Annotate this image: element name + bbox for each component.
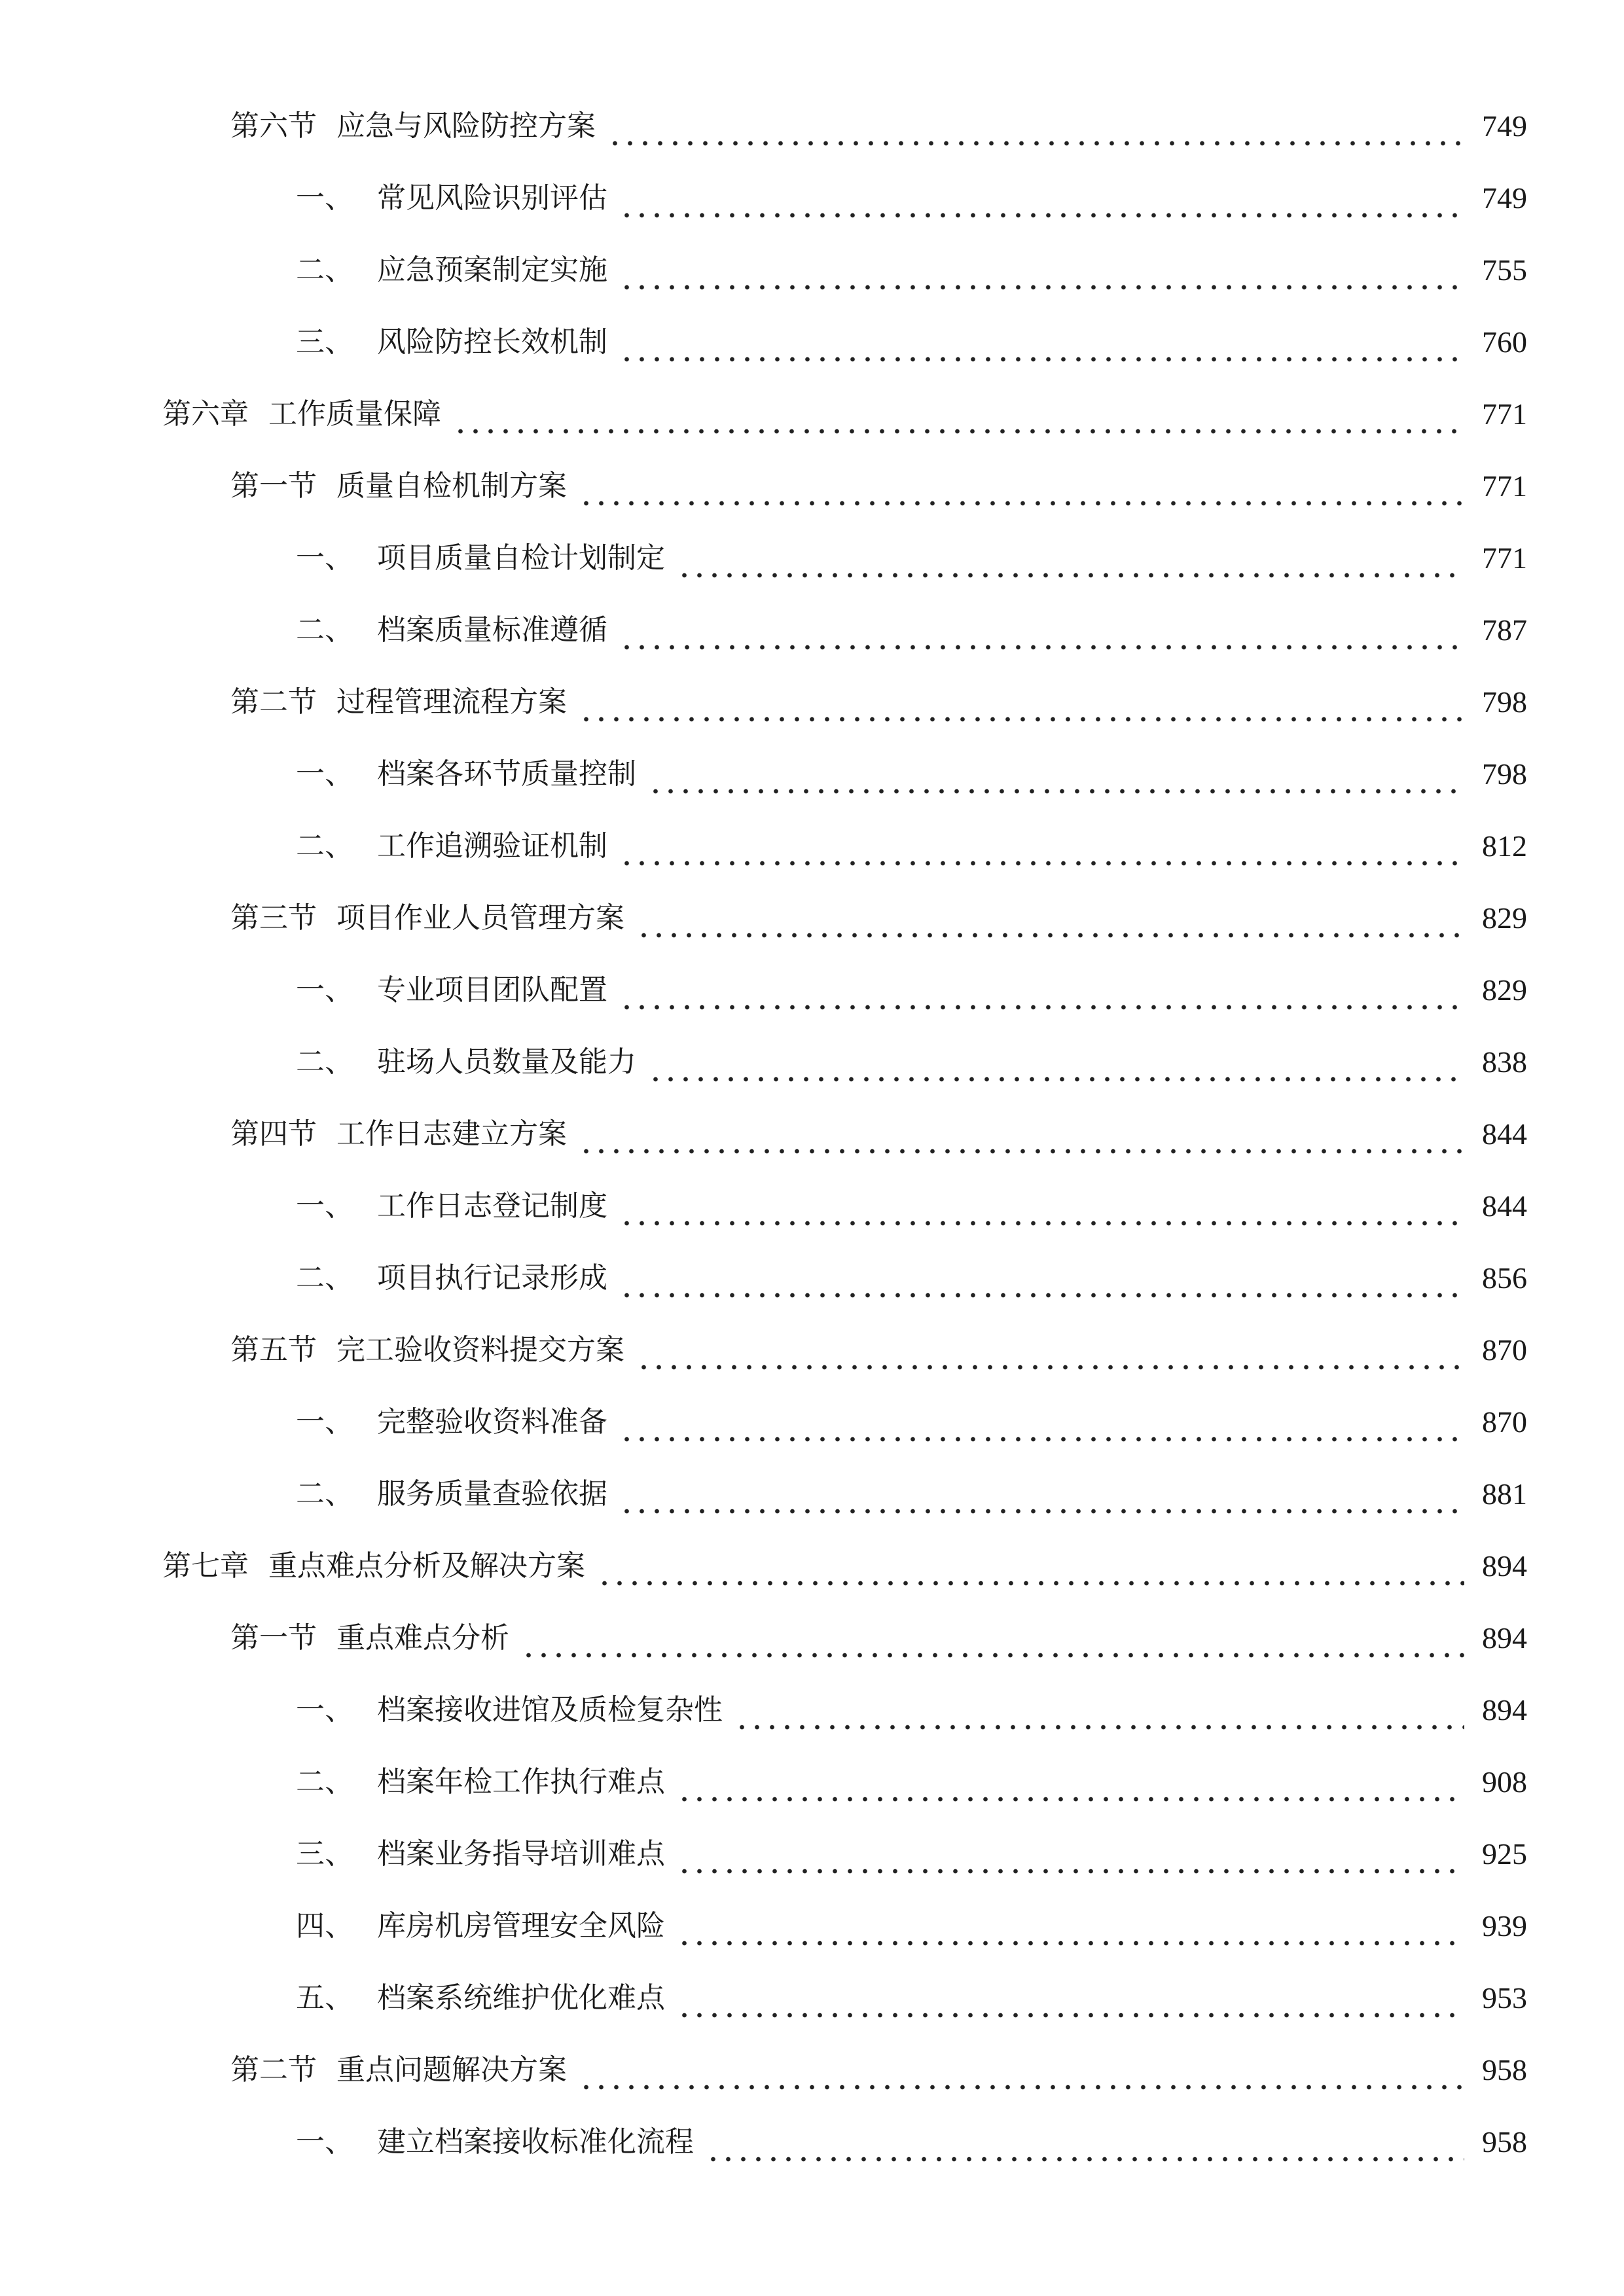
toc-entry-page-number: 958 — [1482, 2125, 1527, 2159]
toc-entry-number: 第二节 — [230, 2053, 317, 2087]
dot-leader — [619, 622, 1464, 651]
toc-entry-page-number: 755 — [1482, 253, 1527, 287]
dot-leader — [453, 406, 1464, 435]
toc-entry-page-number: 925 — [1482, 1837, 1527, 1871]
toc-entry-page-number: 787 — [1482, 613, 1527, 647]
toc-entry-number: 一、 — [296, 2125, 353, 2159]
toc-entry-title: 服务质量查验依据 — [377, 1477, 607, 1511]
dot-leader — [648, 766, 1464, 795]
toc-entry-number: 第七章 — [162, 1549, 249, 1583]
toc-entry[interactable] — [0, 450, 1624, 522]
toc-entry-page-number: 939 — [1482, 1909, 1527, 1943]
toc-entry-title: 档案年检工作执行难点 — [377, 1765, 665, 1799]
dot-leader — [636, 1342, 1464, 1371]
dot-leader — [579, 694, 1464, 723]
toc-entry-number: 一、 — [296, 973, 353, 1007]
toc-entry-number: 一、 — [296, 1405, 353, 1439]
toc-entry-page-number: 844 — [1482, 1117, 1527, 1151]
dot-leader — [677, 1990, 1464, 2019]
toc-entry-page-number: 838 — [1482, 1045, 1527, 1079]
toc-entry-title: 完整验收资料准备 — [377, 1405, 607, 1439]
toc-entry-number: 二、 — [296, 829, 353, 863]
toc-entry-page-number: 958 — [1482, 2053, 1527, 2087]
toc-entry[interactable] — [0, 1458, 1624, 1530]
dot-leader — [597, 1558, 1464, 1587]
toc-entry-page-number: 798 — [1482, 685, 1527, 719]
toc-entry-page-number: 908 — [1482, 1765, 1527, 1799]
dot-leader — [677, 1846, 1464, 1875]
toc-entry-title: 重点难点分析及解决方案 — [268, 1549, 585, 1583]
dot-leader — [619, 334, 1464, 363]
dot-leader — [619, 1414, 1464, 1443]
toc-entry[interactable] — [0, 738, 1624, 810]
toc-entry-number: 第六节 — [230, 109, 317, 143]
toc-entry-number: 第五节 — [230, 1333, 317, 1367]
toc-entry[interactable] — [0, 234, 1624, 306]
toc-entry-title: 档案系统维护优化难点 — [377, 1981, 665, 2015]
toc-entry-title: 档案各环节质量控制 — [377, 757, 636, 791]
toc-entry[interactable] — [0, 90, 1624, 162]
toc-entry[interactable] — [0, 882, 1624, 954]
dot-leader — [706, 2134, 1464, 2163]
toc-entry-page-number: 856 — [1482, 1261, 1527, 1295]
toc-entry-page-number: 771 — [1482, 541, 1527, 575]
toc-entry[interactable] — [0, 1530, 1624, 1602]
toc-entry-page-number: 881 — [1482, 1477, 1527, 1511]
toc-entry-page-number: 829 — [1482, 901, 1527, 935]
toc-entry-title: 档案质量标准遵循 — [377, 613, 607, 647]
toc-entry-title: 项目执行记录形成 — [377, 1261, 607, 1295]
toc-entry-title: 库房机房管理安全风险 — [377, 1909, 665, 1943]
toc-entry[interactable] — [0, 1242, 1624, 1314]
dot-leader — [677, 550, 1464, 579]
toc-entry-page-number: 829 — [1482, 973, 1527, 1007]
toc-entry[interactable] — [0, 1314, 1624, 1386]
table-of-contents — [0, 90, 1624, 2178]
toc-entry-title: 应急与风险防控方案 — [336, 109, 596, 143]
dot-leader — [619, 982, 1464, 1011]
toc-entry-page-number: 894 — [1482, 1549, 1527, 1583]
toc-entry-number: 三、 — [296, 325, 353, 359]
toc-entry-number: 第二节 — [230, 685, 317, 719]
toc-entry-title: 质量自检机制方案 — [336, 469, 567, 503]
toc-entry-page-number: 771 — [1482, 397, 1527, 431]
toc-entry[interactable] — [0, 162, 1624, 234]
toc-entry-page-number: 894 — [1482, 1621, 1527, 1655]
toc-entry[interactable] — [0, 1746, 1624, 1818]
dot-leader — [677, 1918, 1464, 1947]
toc-entry-page-number: 749 — [1482, 109, 1527, 143]
toc-entry-number: 一、 — [296, 541, 353, 575]
toc-entry-number: 一、 — [296, 1189, 353, 1223]
toc-entry-title: 项目质量自检计划制定 — [377, 541, 665, 575]
toc-entry-page-number: 870 — [1482, 1405, 1527, 1439]
toc-entry[interactable] — [0, 1818, 1624, 1890]
toc-entry-title: 专业项目团队配置 — [377, 973, 607, 1007]
toc-entry-number: 第一节 — [230, 1621, 317, 1655]
toc-entry[interactable] — [0, 1602, 1624, 1674]
dot-leader — [619, 190, 1464, 219]
toc-entry[interactable] — [0, 1386, 1624, 1458]
toc-entry-number: 二、 — [296, 1045, 353, 1079]
toc-entry[interactable] — [0, 810, 1624, 882]
toc-entry-title: 档案业务指导培训难点 — [377, 1837, 665, 1871]
toc-entry-page-number: 953 — [1482, 1981, 1527, 2015]
toc-entry-page-number: 798 — [1482, 757, 1527, 791]
toc-entry[interactable] — [0, 954, 1624, 1026]
toc-entry-title: 风险防控长效机制 — [377, 325, 607, 359]
dot-leader — [521, 1630, 1464, 1659]
toc-entry-number: 五、 — [296, 1981, 353, 2015]
toc-entry-title: 档案接收进馆及质检复杂性 — [377, 1693, 723, 1727]
toc-entry-page-number: 749 — [1482, 181, 1527, 215]
toc-entry[interactable] — [0, 306, 1624, 378]
toc-entry-number: 第六章 — [162, 397, 249, 431]
toc-entry[interactable] — [0, 1098, 1624, 1170]
toc-entry-page-number: 894 — [1482, 1693, 1527, 1727]
toc-entry-page-number: 760 — [1482, 325, 1527, 359]
dot-leader — [619, 1486, 1464, 1515]
dot-leader — [636, 910, 1464, 939]
toc-entry-title: 应急预案制定实施 — [377, 253, 607, 287]
toc-entry-number: 二、 — [296, 1261, 353, 1295]
toc-entry[interactable] — [0, 666, 1624, 738]
toc-entry-page-number: 771 — [1482, 469, 1527, 503]
toc-entry-number: 二、 — [296, 1765, 353, 1799]
dot-leader — [648, 1054, 1464, 1083]
dot-leader — [619, 1270, 1464, 1299]
toc-entry-title: 重点问题解决方案 — [336, 2053, 567, 2087]
toc-entry-title: 驻场人员数量及能力 — [377, 1045, 636, 1079]
toc-entry[interactable] — [0, 1962, 1624, 2034]
dot-leader — [579, 478, 1464, 507]
toc-entry[interactable] — [0, 378, 1624, 450]
toc-entry-title: 项目作业人员管理方案 — [336, 901, 624, 935]
toc-entry-title: 完工验收资料提交方案 — [336, 1333, 624, 1367]
dot-leader — [579, 2062, 1464, 2091]
toc-entry-number: 二、 — [296, 1477, 353, 1511]
toc-entry-number: 一、 — [296, 1693, 353, 1727]
toc-entry-title: 工作日志建立方案 — [336, 1117, 567, 1151]
toc-entry-title: 工作追溯验证机制 — [377, 829, 607, 863]
toc-entry-number: 第一节 — [230, 469, 317, 503]
toc-entry[interactable] — [0, 1674, 1624, 1746]
dot-leader — [579, 1126, 1464, 1155]
toc-entry-number: 一、 — [296, 181, 353, 215]
toc-entry-page-number: 870 — [1482, 1333, 1527, 1367]
toc-entry-number: 第四节 — [230, 1117, 317, 1151]
toc-entry-title: 工作日志登记制度 — [377, 1189, 607, 1223]
toc-entry-number: 一、 — [296, 757, 353, 791]
toc-entry-number: 二、 — [296, 253, 353, 287]
dot-leader — [607, 118, 1464, 147]
toc-entry-title: 常见风险识别评估 — [377, 181, 607, 215]
toc-entry-title: 工作质量保障 — [268, 397, 441, 431]
toc-entry-title: 过程管理流程方案 — [336, 685, 567, 719]
dot-leader — [677, 1774, 1464, 1803]
toc-entry-title: 重点难点分析 — [336, 1621, 509, 1655]
toc-entry-number: 三、 — [296, 1837, 353, 1871]
toc-entry-number: 第三节 — [230, 901, 317, 935]
toc-entry[interactable] — [0, 2106, 1624, 2178]
toc-entry-title: 建立档案接收标准化流程 — [377, 2125, 694, 2159]
toc-entry-page-number: 844 — [1482, 1189, 1527, 1223]
dot-leader — [734, 1702, 1464, 1731]
toc-entry[interactable] — [0, 522, 1624, 594]
toc-entry[interactable] — [0, 2034, 1624, 2106]
toc-entry-number: 二、 — [296, 613, 353, 647]
dot-leader — [619, 1198, 1464, 1227]
toc-entry[interactable] — [0, 1890, 1624, 1962]
dot-leader — [619, 838, 1464, 867]
dot-leader — [619, 262, 1464, 291]
toc-entry[interactable] — [0, 1170, 1624, 1242]
toc-entry[interactable] — [0, 594, 1624, 666]
toc-entry-page-number: 812 — [1482, 829, 1527, 863]
toc-entry[interactable] — [0, 1026, 1624, 1098]
toc-entry-number: 四、 — [296, 1909, 353, 1943]
